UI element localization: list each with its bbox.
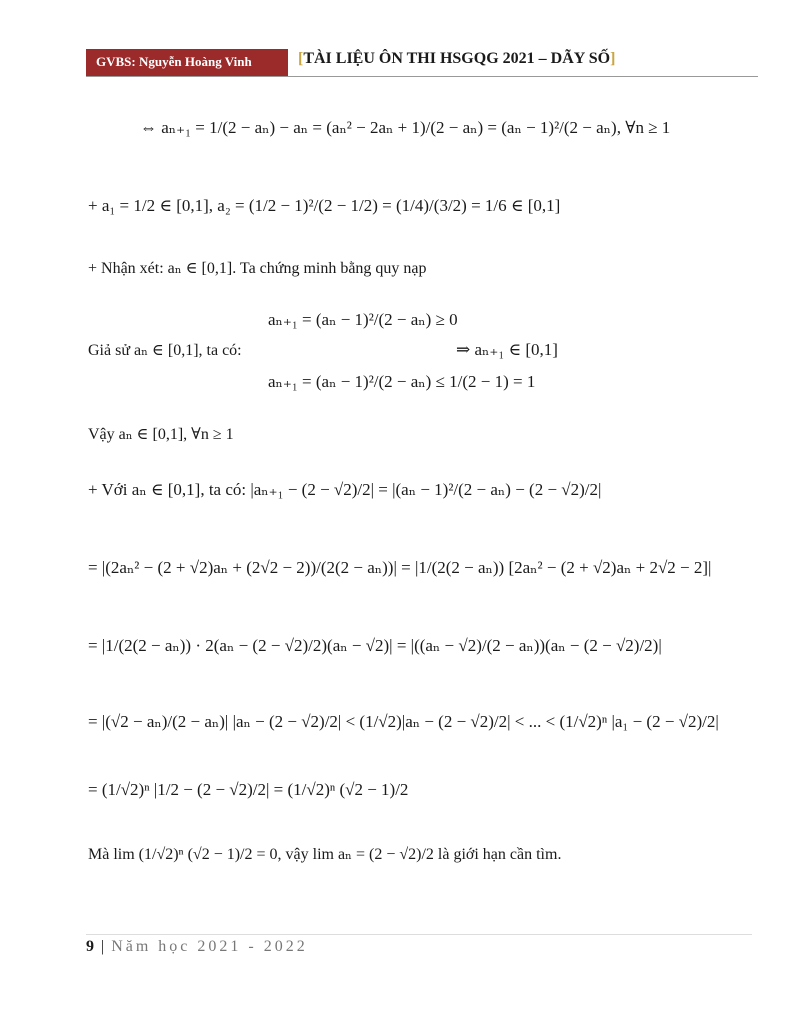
doc-title: TÀI LIỆU ÔN THI HSGQG 2021 – DÃY SỐ xyxy=(303,50,611,67)
induction-conclusion: ⇒ aₙ₊₁ ∈ [0,1] xyxy=(456,340,558,359)
header-title xyxy=(298,50,615,68)
school-year: Năm học 2021 - 2022 xyxy=(111,938,308,955)
header-rule xyxy=(86,76,758,77)
limit-conclusion: Mà lim (1/√2)ⁿ (√2 − 1)/2 = 0, vậy lim aₙ = (2 − √2)/2 là giới hạn cần tìm. xyxy=(88,846,562,863)
equation-step-2: + a₁ = 1/2 ∈ [0,1], a₂ = (1/2 − 1)²/(2 − 1/2) = (1/4)/(3/2) = 1/6 ∈ [0,1] xyxy=(88,196,561,215)
estimate-step-2: = |(2aₙ² − (2 + √2)aₙ + (2√2 − 2))/(2(2 − aₙ))| = |1/(2(2 − aₙ)) [2aₙ² − (2 + √2)aₙ + 2√2 − 2]| xyxy=(88,558,712,577)
estimate-step-4: = |(√2 − aₙ)/(2 − aₙ)| |aₙ − (2 − √2)/2| < (1/√2)|aₙ − (2 − √2)/2| < ... < (1/√2)ⁿ |a₁ − (2 − √2)/2| xyxy=(88,712,719,731)
footer-separator: | xyxy=(101,938,105,955)
equation-step-1: ⇔ aₙ₊₁ = 1/(2 − aₙ) − aₙ = (aₙ² − 2aₙ + 1)/(2 − aₙ) = (aₙ − 1)²/(2 − aₙ), ∀n ≥ 1 xyxy=(140,118,671,137)
header-author: GVBS: Nguyễn Hoàng Vinh xyxy=(96,54,252,69)
estimate-step-3: = |1/(2(2 − aₙ)) · 2(aₙ − (2 − √2)/2)(aₙ − √2)| = |((aₙ − √2)/(2 − aₙ))(aₙ − (2 − √2)/2)| xyxy=(88,636,662,655)
remark-line: + Nhận xét: aₙ ∈ [0,1]. Ta chứng minh bằng quy nạp xyxy=(88,260,427,277)
footer-rule xyxy=(86,934,752,935)
bracket-close: ] xyxy=(610,50,616,67)
induction-upper: aₙ₊₁ = (aₙ − 1)²/(2 − aₙ) ≥ 0 xyxy=(268,310,458,329)
footer xyxy=(86,938,308,956)
estimate-step-1: + Với aₙ ∈ [0,1], ta có: |aₙ₊₁ − (2 − √2)/2| = |(aₙ − 1)²/(2 − aₙ) − (2 − √2)/2| xyxy=(88,480,602,499)
induction-lower: aₙ₊₁ = (aₙ − 1)²/(2 − aₙ) ≤ 1/(2 − 1) = 1 xyxy=(268,372,536,391)
estimate-step-5: = (1/√2)ⁿ |1/2 − (2 − √2)/2| = (1/√2)ⁿ (√2 − 1)/2 xyxy=(88,780,409,799)
conclusion-bound: Vậy aₙ ∈ [0,1], ∀n ≥ 1 xyxy=(88,426,234,443)
page-number: 9 xyxy=(86,938,94,955)
bracket-open: [ xyxy=(298,50,304,67)
induction-assumption: Giả sử aₙ ∈ [0,1], ta có: xyxy=(88,342,242,359)
